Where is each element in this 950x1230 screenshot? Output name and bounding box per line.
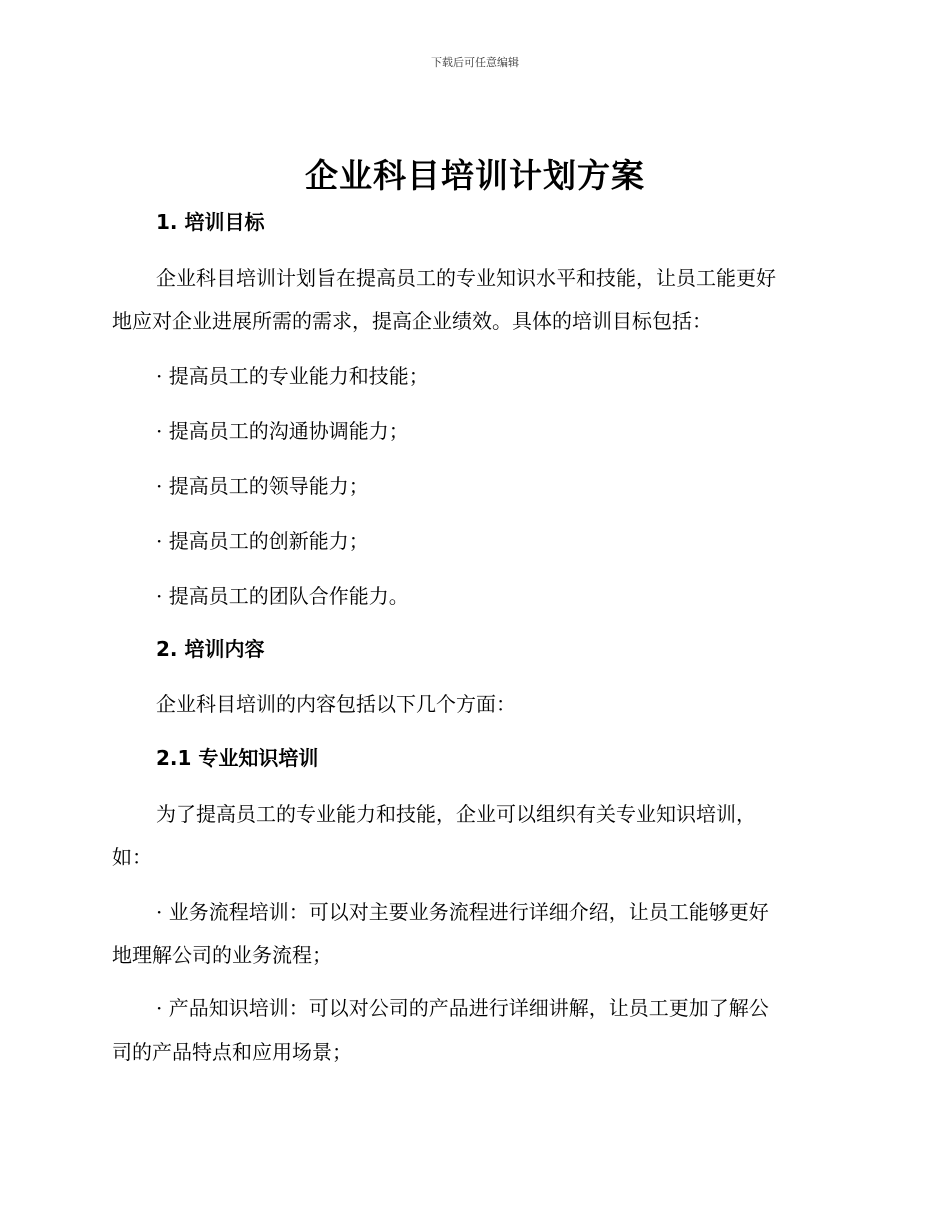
- paragraph-line: 为了提高员工的专业能力和技能，企业可以组织有关专业知识培训，: [156, 802, 756, 826]
- list-item: · 提高员工的领导能力；: [156, 474, 369, 498]
- paragraph-line: 地应对企业进展所需的需求，提高企业绩效。具体的培训目标包括：: [112, 309, 712, 333]
- list-item: · 提高员工的创新能力；: [156, 529, 369, 553]
- list-item: · 产品知识培训：可以对公司的产品进行详细讲解，让员工更加了解公: [156, 996, 769, 1020]
- list-item: · 提高员工的专业能力和技能；: [156, 364, 429, 388]
- list-item-continuation: 地理解公司的业务流程；: [112, 943, 332, 967]
- list-item: · 提高员工的沟通协调能力；: [156, 419, 409, 443]
- subsection-heading-professional-knowledge: 2.1 专业知识培训: [156, 746, 319, 770]
- section-heading-training-content: 2. 培训内容: [156, 637, 265, 661]
- section-heading-training-goals: 1. 培训目标: [156, 210, 265, 234]
- paragraph-line: 企业科目培训的内容包括以下几个方面：: [156, 692, 516, 716]
- header-note: 下载后可任意编辑: [431, 56, 519, 69]
- paragraph-line: 企业科目培训计划旨在提高员工的专业知识水平和技能，让员工能更好: [156, 266, 776, 290]
- list-item-continuation: 司的产品特点和应用场景；: [112, 1040, 352, 1064]
- paragraph-line: 如：: [112, 845, 152, 869]
- list-item: · 业务流程培训：可以对主要业务流程进行详细介绍，让员工能够更好: [156, 900, 769, 924]
- list-item: · 提高员工的团队合作能力。: [156, 584, 409, 608]
- document-title: 企业科目培训计划方案: [305, 156, 645, 195]
